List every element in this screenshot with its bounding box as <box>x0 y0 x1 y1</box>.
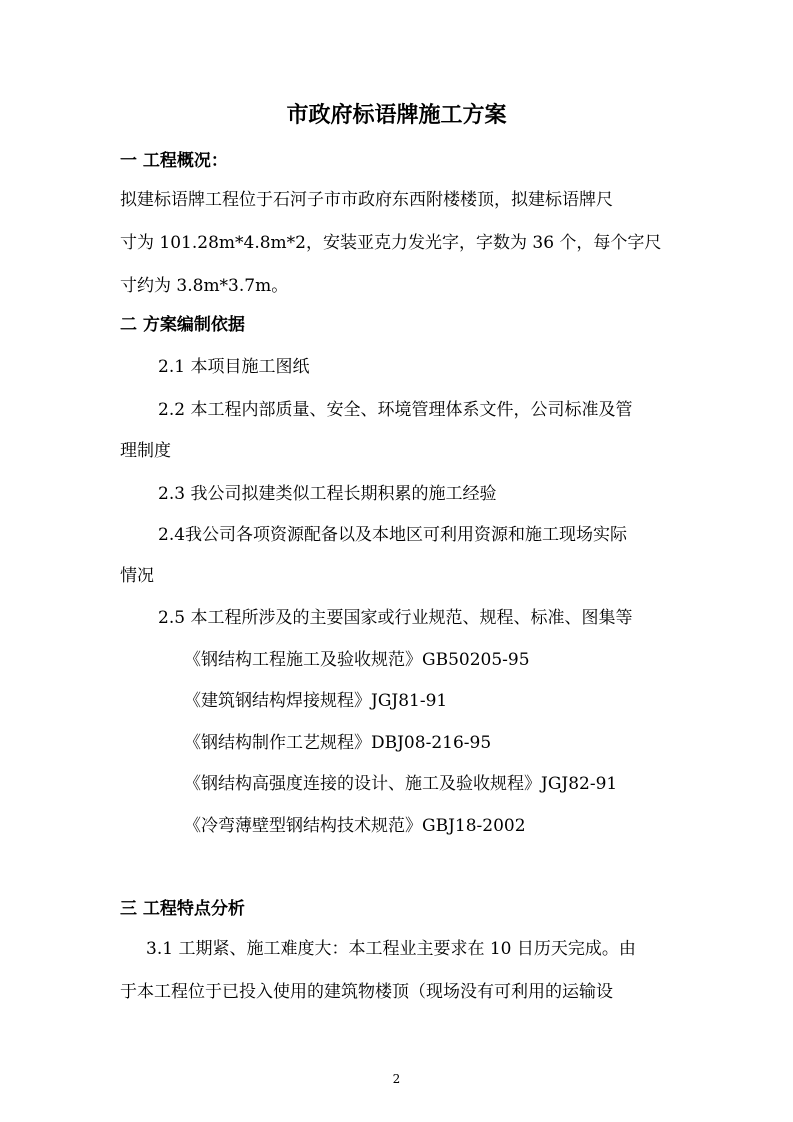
standard-reference: 《冷弯薄壁型钢结构技术规范》GBJ18-2002 <box>184 816 526 836</box>
standard-reference: 《钢结构制作工艺规程》DBJ08-216-95 <box>184 733 492 753</box>
list-item: 2.5 本工程所涉及的主要国家或行业规范、规程、标准、图集等 <box>158 608 633 628</box>
paragraph-line: 寸为 101.28m*4.8m*2，安装亚克力发光字，字数为 36 个，每个字尺 <box>120 233 662 253</box>
list-item-continuation: 理制度 <box>120 441 171 461</box>
list-item: 2.2 本工程内部质量、安全、环境管理体系文件，公司标准及管 <box>158 400 633 420</box>
standard-reference: 《钢结构工程施工及验收规范》GB50205-95 <box>184 650 530 670</box>
list-item: 2.1 本项目施工图纸 <box>158 357 310 377</box>
paragraph-line: 拟建标语牌工程位于石河子市市政府东西附楼楼顶，拟建标语牌尺 <box>120 190 613 210</box>
paragraph-line: 寸约为 3.8m*3.7m。 <box>120 276 289 296</box>
standard-reference: 《钢结构高强度连接的设计、施工及验收规程》JGJ82-91 <box>184 774 618 794</box>
section-heading-analysis: 三 工程特点分析 <box>120 899 245 919</box>
paragraph-line: 3.1 工期紧、施工难度大：本工程业主要求在 10 日历天完成。由 <box>146 939 636 959</box>
section-heading-basis: 二 方案编制依据 <box>120 315 245 335</box>
paragraph-line: 于本工程位于已投入使用的建筑物楼顶（现场没有可利用的运输设 <box>120 982 613 1002</box>
document-title: 市政府标语牌施工方案 <box>286 103 507 128</box>
list-item-continuation: 情况 <box>120 566 154 586</box>
standard-reference: 《建筑钢结构焊接规程》JGJ81-91 <box>184 691 448 711</box>
list-item: 2.4我公司各项资源配备以及本地区可利用资源和施工现场实际 <box>158 525 628 545</box>
section-heading-overview: 一 工程概况： <box>120 151 228 171</box>
list-item: 2.3 我公司拟建类似工程长期积累的施工经验 <box>158 484 497 504</box>
page-number: 2 <box>392 1072 401 1086</box>
